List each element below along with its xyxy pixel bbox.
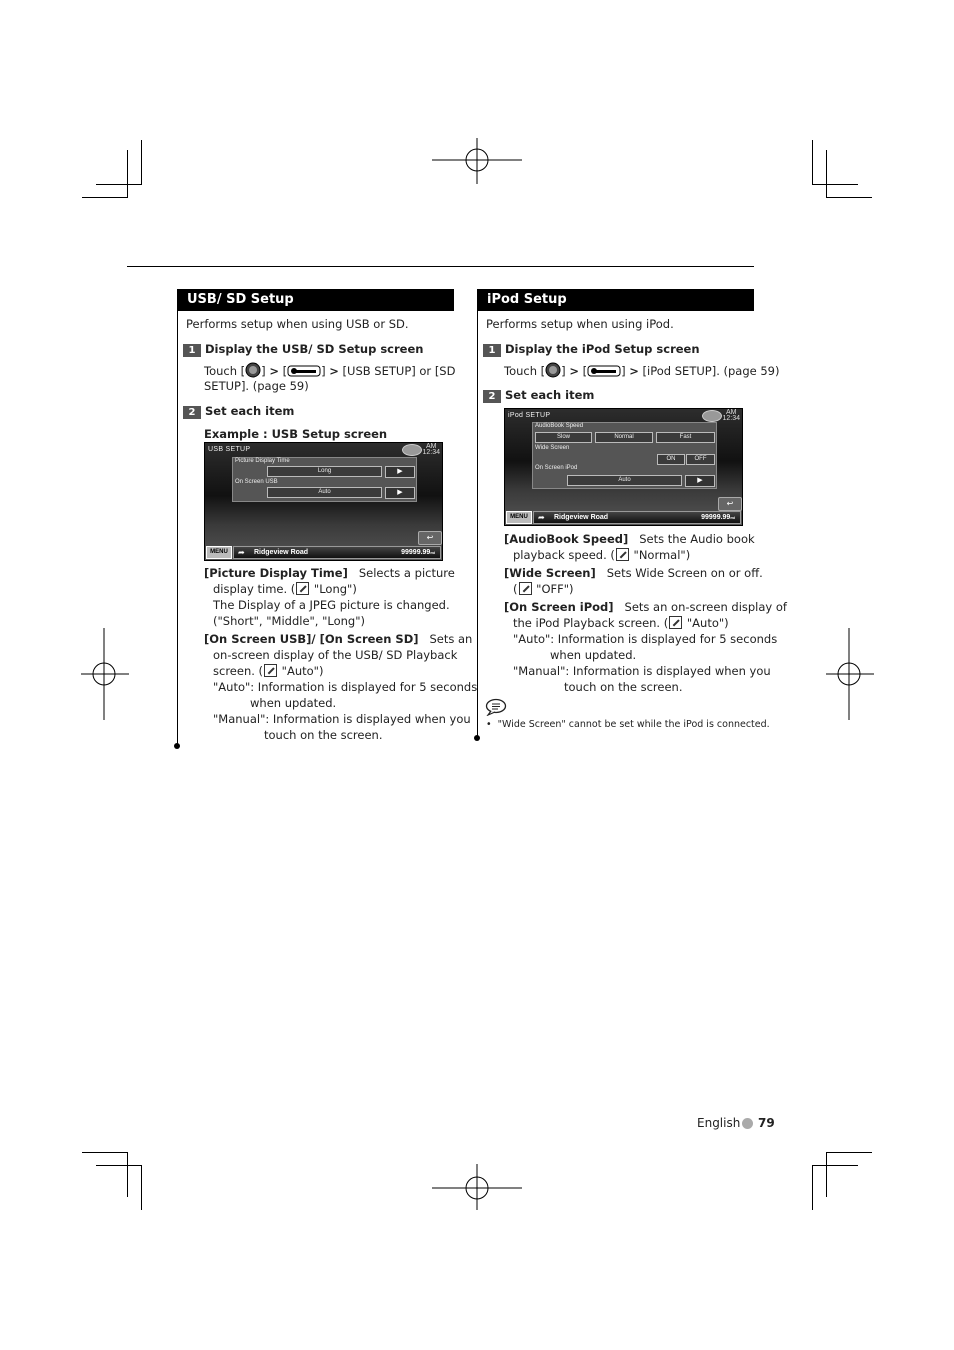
usb-item2-line5: when updated. (250, 696, 337, 710)
screen-title: USB SETUP (208, 446, 251, 453)
item-key: [On Screen iPod] (504, 600, 614, 614)
distance-unit: mi (430, 550, 435, 555)
setup-wrench-icon (287, 364, 321, 378)
pen-icon (519, 582, 532, 595)
usb-touch-line-2: SETUP]. (page 59) (204, 379, 309, 393)
step-title: Display the iPod Setup screen (505, 342, 700, 356)
picture-display-time-next-button[interactable]: ▶ (385, 466, 415, 478)
clock (722, 410, 740, 422)
distance-value: 99999.99 (701, 514, 731, 521)
chevron-right-icon: > (629, 364, 639, 378)
back-button[interactable]: ↩ (418, 531, 442, 545)
ipod-item3-line4: when updated. (550, 648, 637, 662)
home-button-icon (245, 362, 261, 378)
on-screen-usb-value[interactable]: Auto (267, 487, 382, 498)
text: the iPod Playback screen. ( (513, 616, 669, 630)
registration-mark (81, 628, 129, 720)
crop-mark (141, 140, 142, 185)
crop-mark (141, 1165, 142, 1210)
text: [iPod SETUP]. (page 59) (638, 364, 780, 378)
item-key: [On Screen USB]/ [On Screen SD] (204, 632, 419, 646)
item-desc: Selects a picture (358, 566, 455, 580)
home-button-icon (545, 362, 561, 378)
crop-mark (127, 1152, 128, 1197)
pen-icon (616, 548, 629, 561)
chevron-right-icon: > (269, 364, 279, 378)
usb-item1-line1 (204, 565, 455, 581)
item-desc: Sets an (429, 632, 473, 646)
section-end-dot (174, 743, 180, 749)
text: screen. ( (213, 664, 264, 678)
usb-step-2 (183, 404, 294, 419)
distance (401, 547, 435, 558)
crop-mark (82, 1152, 128, 1153)
ipod-intro: Performs setup when using iPod. (486, 317, 674, 331)
text: "Long") (310, 582, 357, 596)
chevron-right-icon: > (329, 364, 339, 378)
usb-example-label: Example : USB Setup screen (204, 427, 388, 441)
ipod-item2-line2 (513, 581, 574, 597)
menu-button[interactable]: MENU (206, 546, 232, 559)
distance-unit: mi (730, 515, 735, 520)
section-bar (177, 289, 178, 745)
navigation-bar (233, 546, 441, 559)
item-desc: Sets the Audio book (639, 532, 755, 546)
text: "Auto") (683, 616, 729, 630)
crop-mark (826, 1152, 827, 1197)
clock-ampm: AM (725, 409, 737, 416)
text: playback speed. ( (513, 548, 615, 562)
wide-screen-on-option[interactable]: ON (657, 454, 685, 465)
step-number: 2 (483, 390, 501, 403)
ipod-item3-line1 (504, 599, 787, 615)
usb-setup-screen (204, 442, 443, 561)
pen-icon (296, 582, 309, 595)
crop-mark (826, 1152, 872, 1153)
footer-bullet (742, 1118, 753, 1129)
usb-item2-line7: touch on the screen. (264, 728, 383, 742)
usb-item2-line6: "Manual": Information is displayed when you (213, 712, 471, 726)
footer-language: English (697, 1116, 741, 1130)
chevron-right-icon: > (569, 364, 579, 378)
step-number: 2 (183, 406, 201, 419)
usb-touch-line (204, 362, 455, 379)
clock-time: 12:34 (722, 415, 740, 422)
ipod-item3-line5: "Manual": Information is displayed when you (513, 664, 771, 678)
turn-arrow-icon: ➦ (238, 548, 245, 557)
item-key: [Wide Screen] (504, 566, 596, 580)
crop-mark (127, 150, 128, 198)
text: display time. ( (213, 582, 296, 596)
ipod-item3-line6: touch on the screen. (564, 680, 683, 694)
text: ] (561, 364, 570, 378)
usb-item2-line3 (213, 663, 323, 679)
pen-icon (264, 664, 277, 677)
road-name: Ridgeview Road (554, 514, 609, 521)
top-rule (127, 266, 754, 267)
ipod-item3-line3: "Auto": Information is displayed for 5 seconds (513, 632, 778, 646)
section-bar (477, 289, 478, 737)
step-number: 1 (483, 344, 501, 357)
back-button[interactable]: ↩ (718, 497, 742, 511)
ipod-step-1 (483, 342, 700, 357)
crop-mark (826, 197, 872, 198)
text: "Normal") (629, 548, 691, 562)
item-desc: Sets Wide Screen on or off. (606, 566, 763, 580)
navigation-bar (533, 511, 741, 524)
text: ( (513, 582, 518, 596)
distance-value: 99999.99 (401, 549, 431, 556)
text: Touch [ (204, 364, 246, 378)
usb-item1-line3: The Display of a JPEG picture is changed. (213, 598, 450, 612)
step-number: 1 (183, 344, 201, 357)
usb-intro: Performs setup when using USB or SD. (186, 317, 409, 331)
menu-button[interactable]: MENU (506, 511, 532, 524)
text: [ (278, 364, 288, 378)
setup-wrench-icon (587, 364, 621, 378)
pen-icon (669, 616, 682, 629)
registration-mark (826, 628, 874, 720)
crop-mark (812, 1165, 813, 1210)
registration-mark (432, 1164, 522, 1212)
text: "Auto") (278, 664, 324, 678)
text: Touch [ (504, 364, 546, 378)
section-end-dot (474, 735, 480, 741)
ipod-section-header: iPod Setup (478, 289, 754, 311)
step-title: Display the USB/ SD Setup screen (205, 342, 424, 356)
text: ] (261, 364, 270, 378)
usb-section-header: USB/ SD Setup (178, 289, 454, 311)
crop-mark (812, 184, 858, 185)
usb-item1-line4: ("Short", "Middle", "Long") (213, 614, 366, 628)
text: [USB SETUP] or [SD (338, 364, 456, 378)
on-screen-usb-label: On Screen USB (235, 479, 278, 485)
usb-item2-line1 (204, 631, 472, 647)
ipod-item3-line2 (513, 615, 729, 631)
on-screen-usb-next-button[interactable]: ▶ (385, 487, 415, 499)
road-name: Ridgeview Road (254, 549, 309, 556)
clock-time: 12:34 (422, 449, 440, 456)
item-key: [Picture Display Time] (204, 566, 348, 580)
audiobook-slow-option[interactable]: Slow (535, 432, 592, 443)
step-title: Set each item (205, 404, 295, 418)
item-desc: Sets an on-screen display of (624, 600, 787, 614)
on-screen-ipod-next-button[interactable]: ▶ (685, 475, 715, 487)
ipod-note: • "Wide Screen" cannot be set while the iPod is connected. (486, 719, 770, 730)
clock-ampm: AM (425, 443, 437, 450)
item-key: [AudioBook Speed] (504, 532, 629, 546)
text: "OFF") (532, 582, 574, 596)
distance (701, 512, 735, 523)
wide-screen-label: Wide Screen (535, 445, 570, 451)
step-title: Set each item (505, 388, 595, 402)
registration-mark (432, 138, 522, 186)
usb-item2-line2: on-screen display of the USB/ SD Playback (213, 648, 458, 662)
on-screen-ipod-value[interactable]: Auto (567, 475, 682, 486)
text: [ (578, 364, 588, 378)
ipod-item1-line2 (513, 547, 690, 563)
picture-display-time-label: Picture Display Time (235, 458, 290, 464)
text: ] (321, 364, 330, 378)
crop-mark (812, 140, 813, 185)
turn-arrow-icon: ➦ (538, 513, 545, 522)
ipod-icon (402, 444, 422, 456)
wide-screen-off-option[interactable]: OFF (686, 454, 715, 465)
clock (422, 444, 440, 456)
usb-step-1 (183, 342, 423, 357)
crop-mark (812, 1165, 858, 1166)
page-number: 79 (758, 1116, 775, 1130)
ipod-touch-line (504, 362, 779, 379)
picture-display-time-value[interactable]: Long (267, 466, 382, 477)
ipod-setup-screen (504, 408, 743, 526)
audiobook-normal-option[interactable]: Normal (595, 432, 653, 443)
crop-mark (82, 197, 128, 198)
usb-item2-line4: "Auto": Information is displayed for 5 seconds (213, 680, 478, 694)
crop-mark (96, 1165, 142, 1166)
audiobook-speed-label: AudioBook Speed (535, 423, 584, 429)
crop-mark (96, 184, 142, 185)
crop-mark (826, 150, 827, 198)
ipod-item2-line1 (504, 565, 763, 581)
note-icon (485, 698, 509, 716)
text: ] (621, 364, 630, 378)
on-screen-ipod-label: On Screen iPod (535, 465, 578, 471)
audiobook-fast-option[interactable]: Fast (656, 432, 715, 443)
note-text: "Wide Screen" cannot be set while the iPod is connected. (497, 719, 770, 730)
ipod-icon (702, 410, 722, 422)
usb-item1-line2 (213, 581, 357, 597)
ipod-step-2 (483, 388, 594, 403)
ipod-item1-line1 (504, 531, 755, 547)
screen-title: iPod SETUP (508, 412, 551, 419)
